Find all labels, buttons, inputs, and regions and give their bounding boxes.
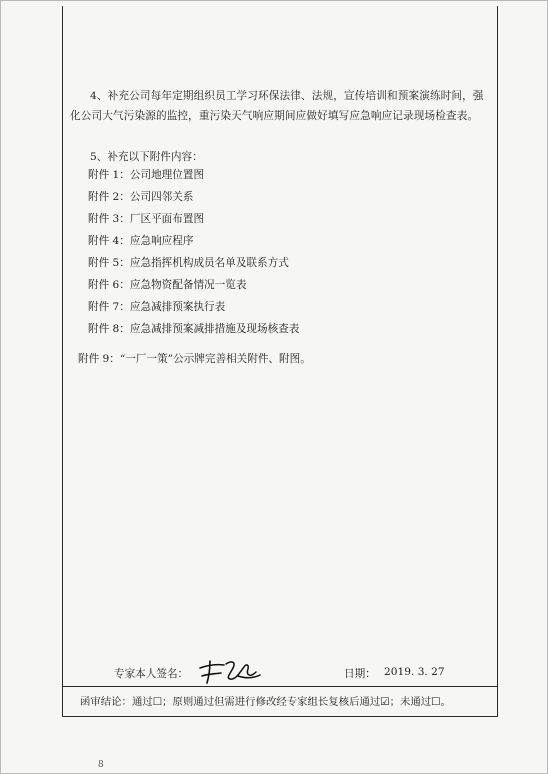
- item-4-text: 4、补充公司每年定期组织员工学习环保法律、法规，宣传培训和预案演练时间，强化公司大气污染源的监控，重污染天气响应期间应做好填写应急响应记录现场检查表。: [70, 90, 484, 122]
- attachment-item: 附件 8：应急减排预案减排措施及现场核查表: [88, 323, 300, 335]
- attachment-item: 附件 5：应急指挥机构成员名单及联系方式: [88, 257, 289, 269]
- attachment-item: 附件 1：公司地理位置图: [88, 169, 205, 181]
- attachment-item: 附件 4：应急响应程序: [88, 235, 194, 247]
- signature-label: 专家本人签名：: [114, 668, 189, 680]
- conclusion-divider: [62, 686, 498, 687]
- attachment-item: 附件 3：厂区平面布置图: [88, 213, 205, 225]
- date-label: 日期：: [344, 668, 376, 680]
- item-5-heading: 5、补充以下附件内容：: [90, 151, 203, 163]
- handwritten-signature: [196, 652, 264, 686]
- review-conclusion: 函审结论：通过☐；原则通过但需进行修改经专家组长复核后通过☑；未通过☐。: [80, 696, 451, 708]
- page-number: 8: [98, 760, 104, 770]
- attachment-item: 附件 7：应急减排预案执行表: [88, 301, 226, 313]
- item-9-text: 附件 9：“一厂一策”公示牌完善相关附件、附图。: [78, 353, 311, 365]
- attachment-list: [88, 164, 299, 340]
- date-value: 2019. 3. 27: [384, 666, 445, 678]
- attachment-item: 附件 2：公司四邻关系: [88, 191, 194, 203]
- attachment-item: 附件 6：应急物资配备情况一览表: [88, 279, 247, 291]
